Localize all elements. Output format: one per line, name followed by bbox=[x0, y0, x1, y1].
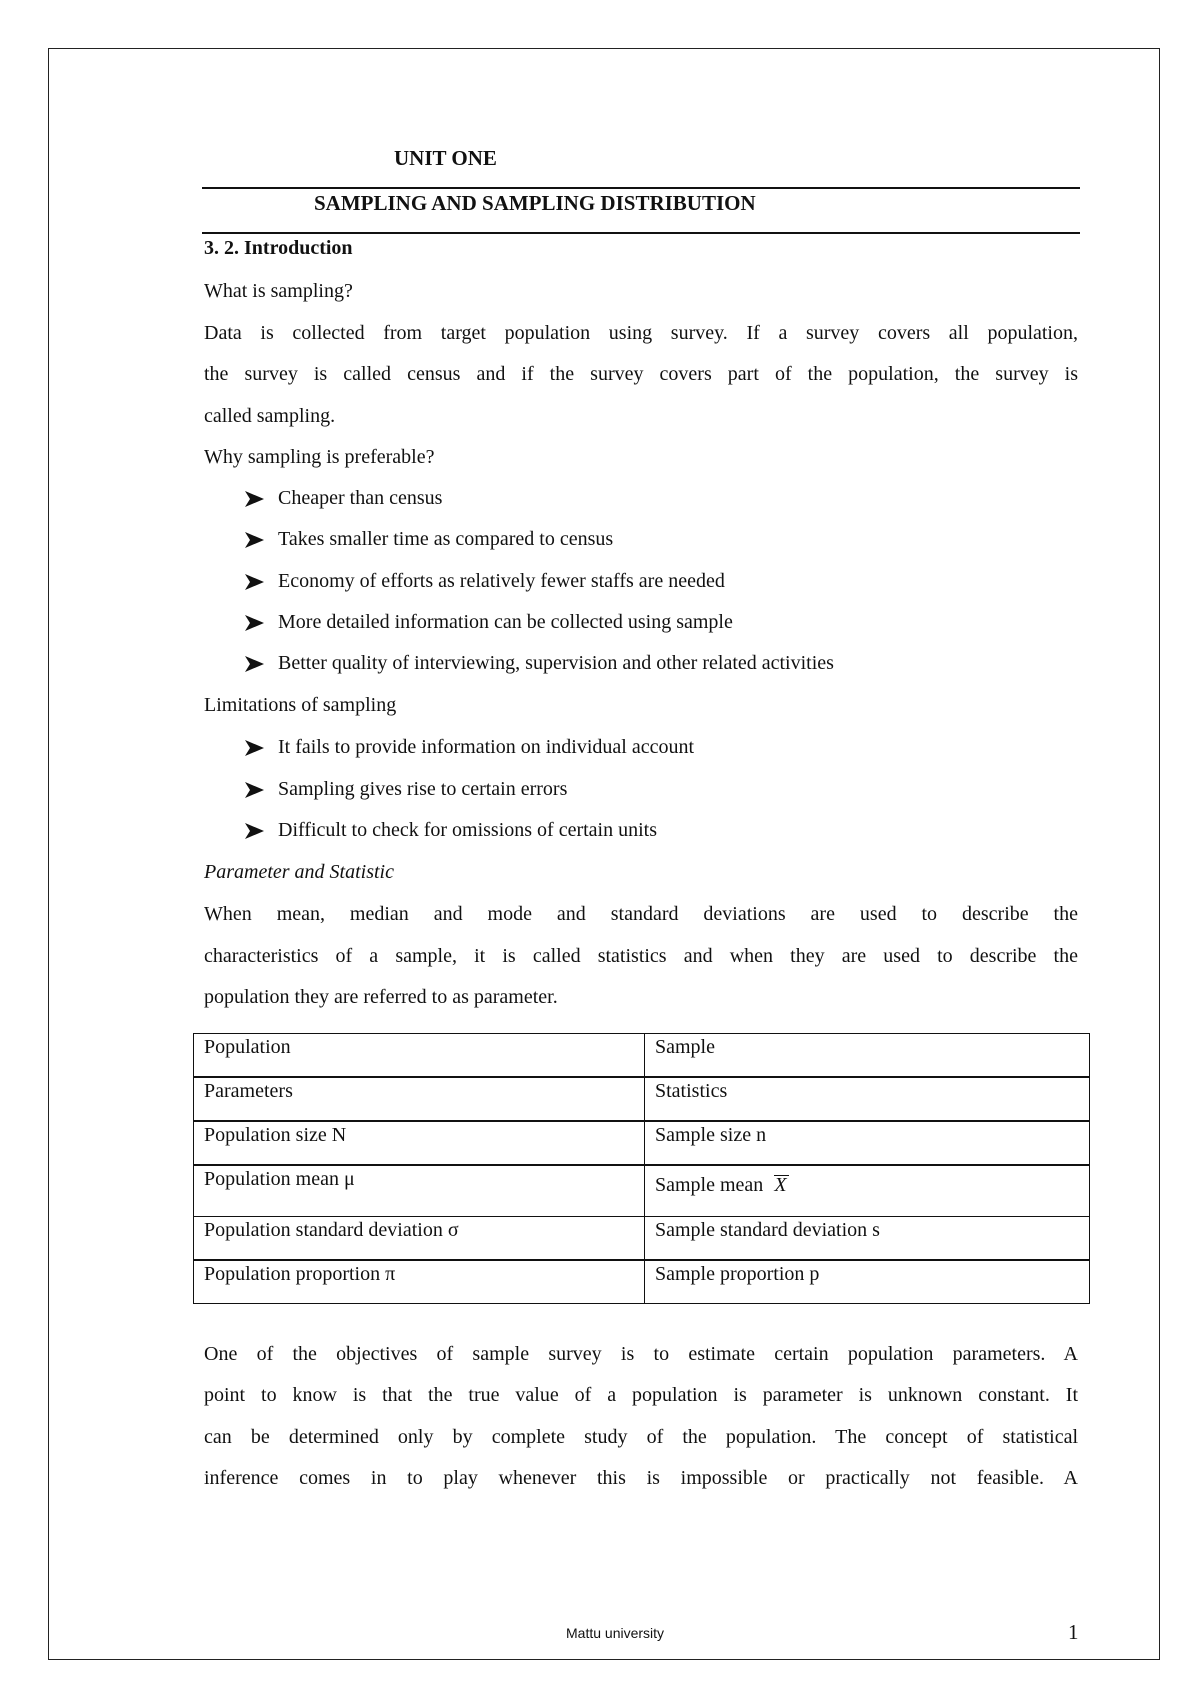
table-cell: Sample standard deviation s bbox=[645, 1217, 1090, 1261]
list-item bbox=[244, 528, 613, 551]
arrowhead-bullet-icon bbox=[244, 654, 266, 674]
intro-paragraph-line: Data is collected from target population using survey. If a survey covers all population, bbox=[204, 322, 1078, 344]
table-row bbox=[194, 1165, 1090, 1217]
list-item bbox=[244, 611, 733, 634]
table-cell: Population bbox=[194, 1034, 645, 1078]
intro-paragraph-line: the survey is called census and if the survey covers part of the population, the survey is bbox=[204, 363, 1078, 385]
arrowhead-bullet-icon bbox=[244, 821, 266, 841]
arrowhead-bullet-icon bbox=[244, 572, 266, 592]
arrowhead-bullet-icon bbox=[244, 738, 266, 758]
table-row bbox=[194, 1034, 1090, 1078]
table-cell: Population standard deviation σ bbox=[194, 1217, 645, 1261]
list-item-text: More detailed information can be collected using sample bbox=[278, 611, 733, 633]
parameter-paragraph-line: characteristics of a sample, it is called statistics and when they are used to describe the bbox=[204, 945, 1078, 967]
arrowhead-bullet-icon bbox=[244, 780, 266, 800]
parameter-statistic-table bbox=[193, 1033, 1090, 1304]
page-number: 1 bbox=[1068, 1620, 1079, 1644]
table-cell: Population size N bbox=[194, 1121, 645, 1165]
why-sampling-heading: Why sampling is preferable? bbox=[204, 446, 435, 468]
arrowhead-bullet-icon bbox=[244, 489, 266, 509]
table-cell: Statistics bbox=[645, 1077, 1090, 1121]
arrowhead-bullet-icon bbox=[244, 530, 266, 550]
arrowhead-bullet-icon bbox=[244, 613, 266, 633]
list-item bbox=[244, 819, 657, 842]
section-heading-introduction: 3. 2. Introduction bbox=[204, 237, 353, 259]
table-row bbox=[194, 1077, 1090, 1121]
parameter-paragraph-line: population they are referred to as parameter. bbox=[204, 986, 558, 1008]
title-rule-top bbox=[202, 187, 1080, 189]
list-item-text: It fails to provide information on individual account bbox=[278, 736, 695, 758]
table-cell: Sample bbox=[645, 1034, 1090, 1078]
closing-paragraph-line: point to know is that the true value of a population is parameter is unknown constant. It bbox=[204, 1384, 1078, 1406]
list-item-text: Cheaper than census bbox=[278, 487, 443, 509]
list-item-text: Difficult to check for omissions of certain units bbox=[278, 819, 657, 841]
parameter-paragraph-line: When mean, median and mode and standard deviations are used to describe the bbox=[204, 903, 1078, 925]
title-rule-bottom bbox=[202, 232, 1080, 234]
table-row bbox=[194, 1260, 1090, 1304]
sample-mean-label: Sample mean bbox=[655, 1174, 764, 1196]
closing-paragraph-line: One of the objectives of sample survey is to estimate certain population parameters. A bbox=[204, 1343, 1078, 1365]
table-row bbox=[194, 1217, 1090, 1261]
closing-paragraph-line: inference comes in to play whenever this is impossible or practically not feasible. A bbox=[204, 1467, 1078, 1489]
list-item bbox=[244, 570, 725, 593]
chapter-title: SAMPLING AND SAMPLING DISTRIBUTION bbox=[314, 191, 756, 215]
x-bar-symbol: X bbox=[774, 1174, 787, 1196]
limitations-heading: Limitations of sampling bbox=[204, 694, 397, 716]
unit-heading: UNIT ONE bbox=[394, 146, 497, 170]
table-cell: Parameters bbox=[194, 1077, 645, 1121]
table-cell: Sample size n bbox=[645, 1121, 1090, 1165]
list-item bbox=[244, 778, 567, 801]
intro-paragraph-line: called sampling. bbox=[204, 405, 336, 427]
question-what-is-sampling: What is sampling? bbox=[204, 280, 353, 302]
list-item bbox=[244, 736, 694, 759]
table-cell bbox=[645, 1165, 1090, 1217]
list-item-text: Sampling gives rise to certain errors bbox=[278, 778, 568, 800]
table-row bbox=[194, 1121, 1090, 1165]
closing-paragraph-line: can be determined only by complete study of the population. The concept of statistical bbox=[204, 1426, 1078, 1448]
list-item bbox=[244, 487, 442, 510]
list-item-text: Takes smaller time as compared to census bbox=[278, 528, 614, 550]
table-cell: Population mean μ bbox=[194, 1165, 645, 1217]
list-item-text: Economy of efforts as relatively fewer staffs are needed bbox=[278, 570, 725, 592]
table-cell: Sample proportion p bbox=[645, 1260, 1090, 1304]
list-item bbox=[244, 652, 834, 675]
parameter-statistic-heading: Parameter and Statistic bbox=[204, 861, 394, 883]
list-item-text: Better quality of interviewing, supervision and other related activities bbox=[278, 652, 834, 674]
table-cell: Population proportion π bbox=[194, 1260, 645, 1304]
footer-institution: Mattu university bbox=[566, 1625, 665, 1641]
